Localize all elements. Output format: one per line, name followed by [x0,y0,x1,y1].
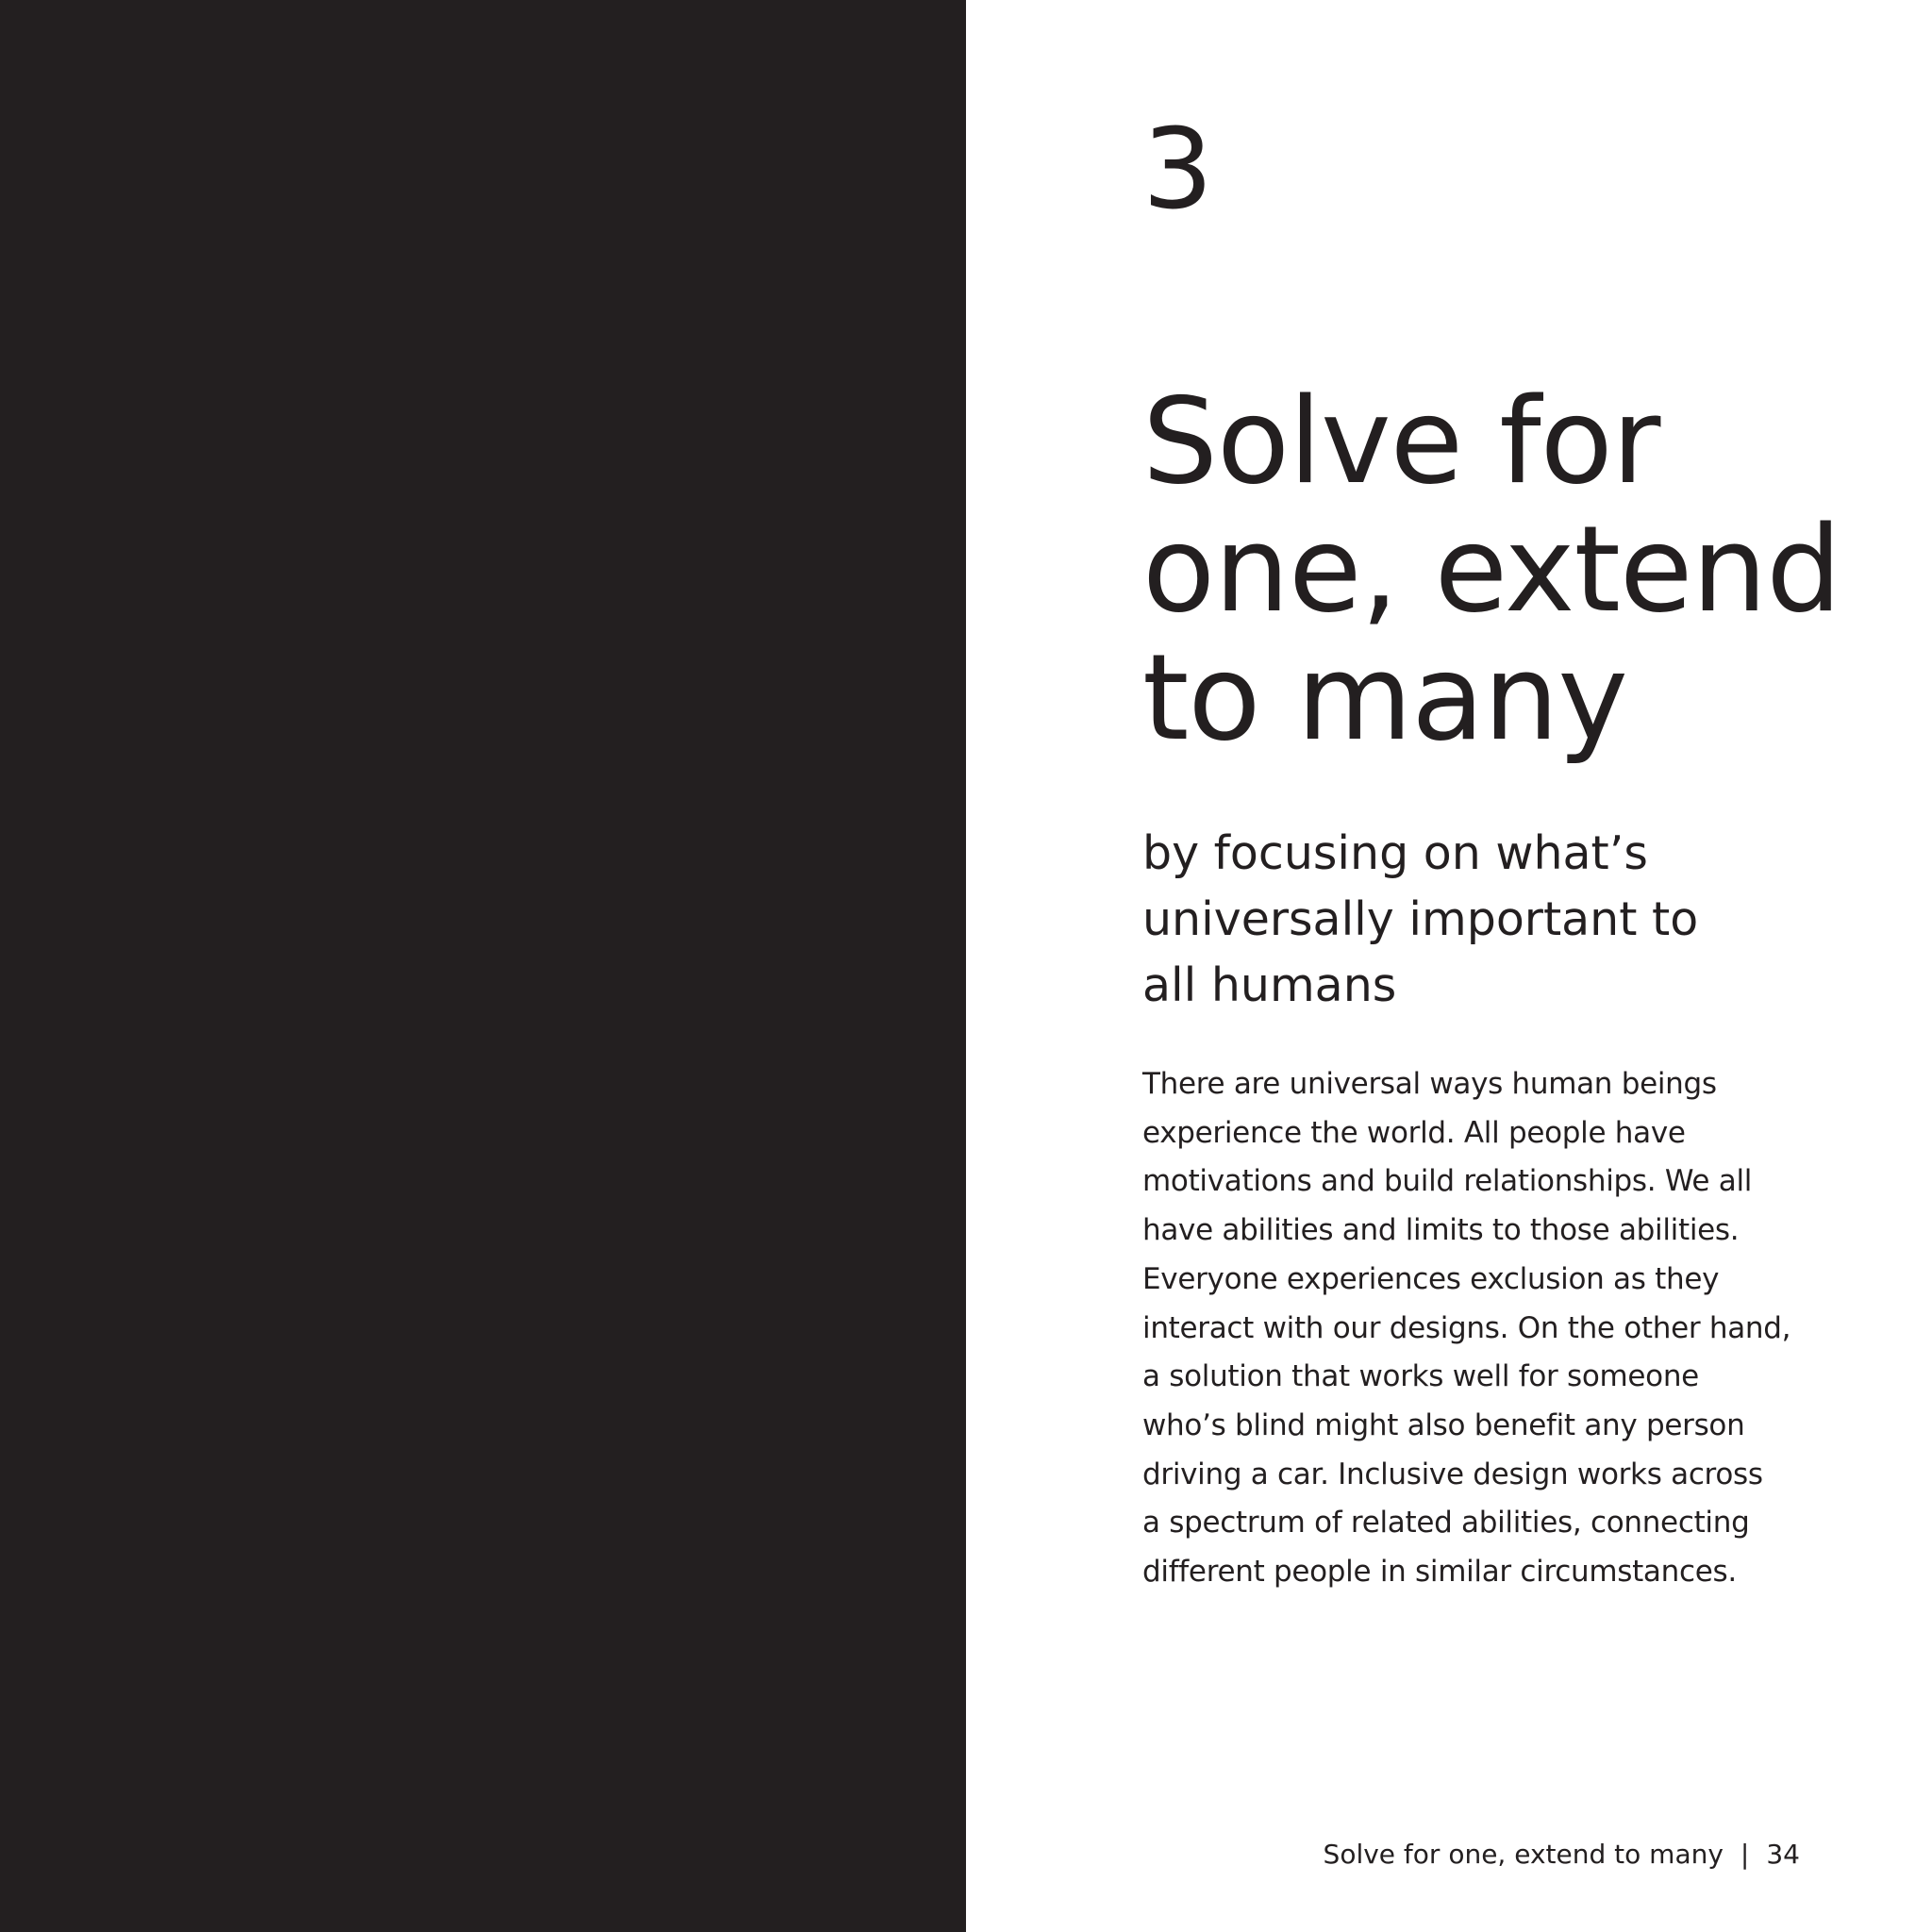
footer-running-title: Solve for one, extend to many [1323,1839,1724,1870]
page-subtitle [1142,821,1803,1019]
title-line: to many [1142,628,1627,767]
page-content [1142,0,1859,1932]
body-line: a spectrum of related abilities, connecting [1142,1506,1750,1541]
body-line: who’s blind might also benefit any person [1142,1407,1745,1442]
chapter-number: 3 [1142,104,1214,234]
page-title [1142,372,1859,767]
body-line: a solution that works well for someone [1142,1359,1699,1394]
subtitle-line: by focusing on what’s [1142,826,1648,880]
subtitle-line: universally important to [1142,892,1699,946]
page-number: 34 [1766,1839,1800,1870]
body-line: experience the world. All people have [1142,1115,1686,1150]
page-footer [1324,1836,1800,1874]
footer-separator: | [1740,1839,1750,1870]
title-line: Solve for [1142,372,1660,510]
body-line: interact with our designs. On the other hand, [1142,1310,1791,1345]
body-paragraph [1142,1060,1859,1597]
subtitle-line: all humans [1142,958,1397,1012]
body-line: driving a car. Inclusive design works across [1142,1457,1763,1491]
title-line: one, extend [1142,500,1841,639]
body-line: There are universal ways human beings [1142,1067,1717,1101]
body-line: have abilities and limits to those abilities. [1142,1213,1740,1248]
body-line: motivations and build relationships. We all [1142,1164,1753,1199]
body-line: different people in similar circumstances. [1142,1555,1737,1590]
body-line: Everyone experiences exclusion as they [1142,1261,1720,1296]
